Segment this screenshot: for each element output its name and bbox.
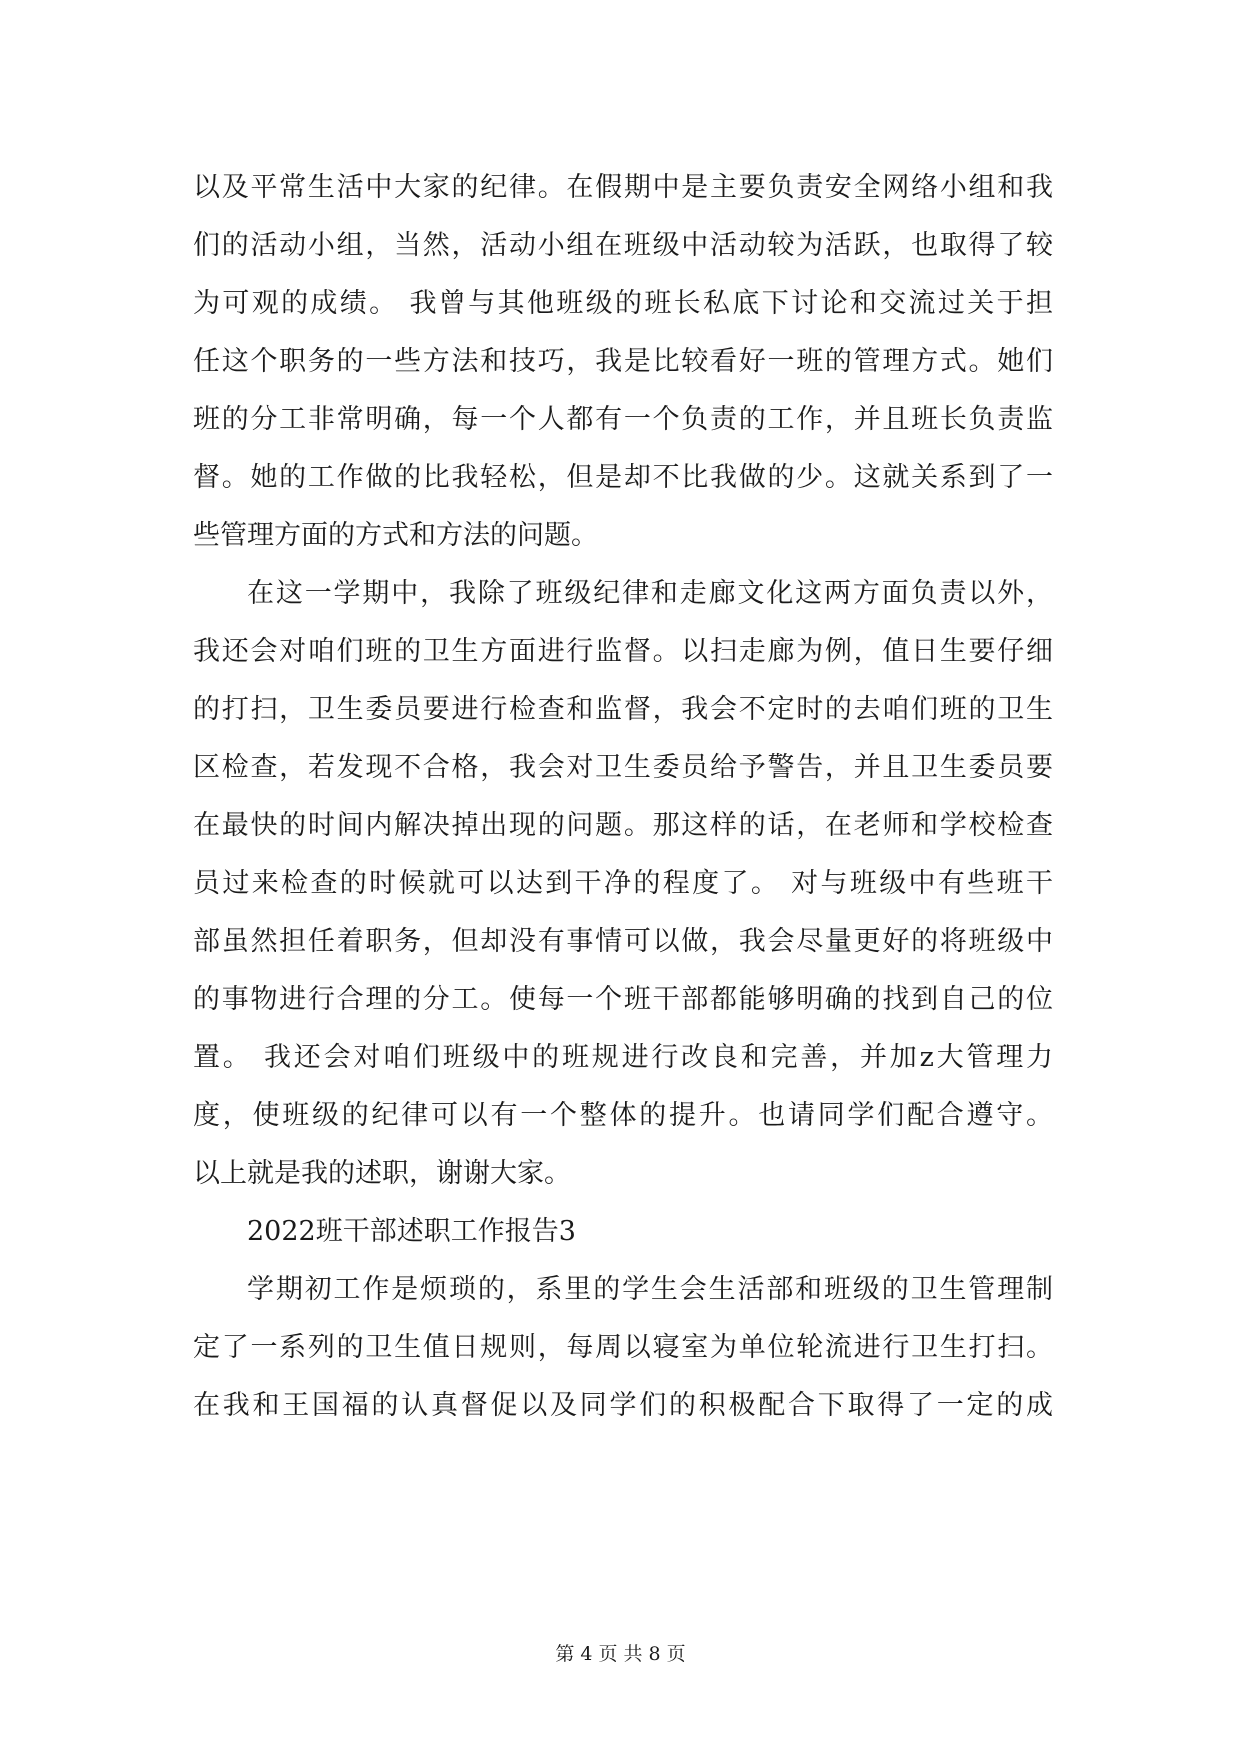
body-text-line: 们的活动小组，当然，活动小组在班级中活动较为活跃，也取得了较 <box>193 230 1053 261</box>
body-text-line: 区检查，若发现不合格，我会对卫生委员给予警告，并且卫生委员要 <box>193 752 1053 783</box>
body-text-line: 的打扫，卫生委员要进行检查和监督，我会不定时的去咱们班的卫生 <box>193 694 1053 725</box>
body-text-line: 在最快的时间内解决掉出现的问题。那这样的话，在老师和学校检查 <box>193 810 1053 841</box>
body-text-line: 班的分工非常明确，每一个人都有一个负责的工作，并且班长负责监 <box>193 404 1053 435</box>
body-text-line: 为可观的成绩。 我曾与其他班级的班长私底下讨论和交流过关于担 <box>193 288 1053 319</box>
paragraph-first-line: 学期初工作是烦琐的，系里的学生会生活部和班级的卫生管理制 <box>247 1274 1053 1305</box>
body-text-line: 我还会对咱们班的卫生方面进行监督。以扫走廊为例，值日生要仔细 <box>193 636 1053 667</box>
body-text-line: 定了一系列的卫生值日规则，每周以寝室为单位轮流进行卫生打扫。 <box>193 1332 1053 1363</box>
section-heading: 2022班干部述职工作报告3 <box>247 1216 576 1247</box>
body-text-line: 在我和王国福的认真督促以及同学们的积极配合下取得了一定的成 <box>193 1390 1053 1421</box>
body-text-line: 以上就是我的述职，谢谢大家。 <box>193 1158 571 1189</box>
paragraph-first-line: 在这一学期中，我除了班级纪律和走廊文化这两方面负责以外， <box>247 578 1053 609</box>
body-text-line: 些管理方面的方式和方法的问题。 <box>193 520 598 551</box>
body-text-line: 部虽然担任着职务，但却没有事情可以做，我会尽量更好的将班级中 <box>193 926 1053 957</box>
body-text-line: 任这个职务的一些方法和技巧，我是比较看好一班的管理方式。她们 <box>193 346 1053 377</box>
body-text-line: 员过来检查的时候就可以达到干净的程度了。 对与班级中有些班干 <box>193 868 1053 899</box>
body-text-line: 置。 我还会对咱们班级中的班规进行改良和完善，并加z大管理力 <box>193 1042 1053 1073</box>
body-text-line: 的事物进行合理的分工。使每一个班干部都能够明确的找到自己的位 <box>193 984 1053 1015</box>
body-text-line: 度，使班级的纪律可以有一个整体的提升。也请同学们配合遵守。 <box>193 1100 1053 1131</box>
body-text-line: 督。她的工作做的比我轻松，但是却不比我做的少。这就关系到了一 <box>193 462 1053 493</box>
page-number-footer: 第 4 页 共 8 页 <box>555 1643 686 1665</box>
body-text-line: 以及平常生活中大家的纪律。在假期中是主要负责安全网络小组和我 <box>193 172 1053 203</box>
